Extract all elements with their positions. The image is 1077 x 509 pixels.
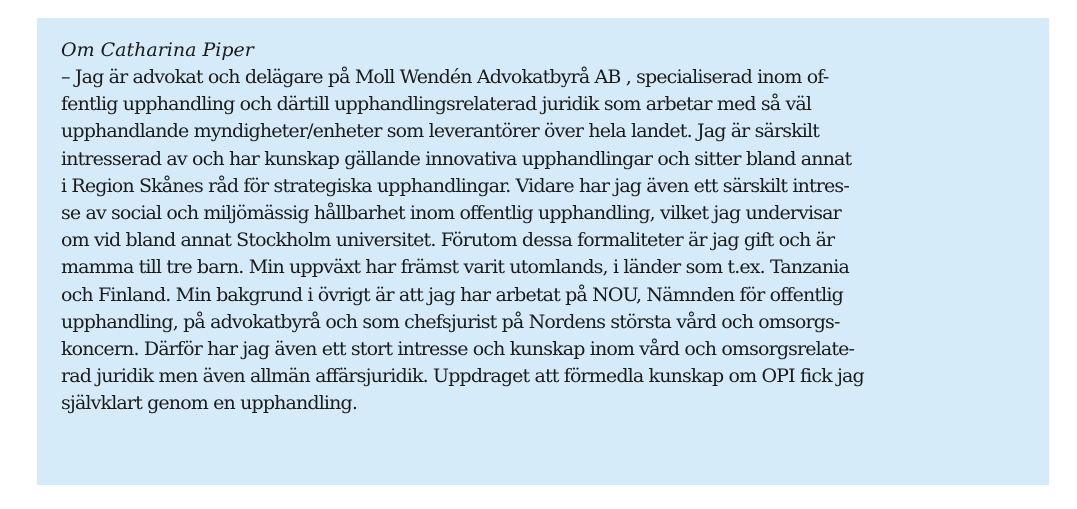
- text-line: om vid bland annat Stockholm universitet. Förutom dessa formaliteter är jag gift och är: [61, 229, 835, 252]
- text-line: självklart genom en upphandling.: [61, 392, 358, 415]
- box-title: Om Catharina Piper: [61, 39, 254, 61]
- text-line: – Jag är advokat och delägare på Moll Wendén Advokatbyrå AB , specialiserad inom of-: [61, 66, 829, 88]
- body-text: [61, 64, 864, 417]
- text-line: intresserad av och har kunskap gällande innovativa upphandlingar och sitter bland annat: [61, 147, 852, 170]
- text-line: se av social och miljömässig hållbarhet inom offentlig upphandling, vilket jag undervisar: [61, 201, 841, 224]
- text-line: rad juridik men även allmän affärsjuridik. Uppdraget att förmedla kunskap om OPI fick jag: [61, 365, 864, 388]
- text-line: och Finland. Min bakgrund i övrigt är att jag har arbetat på NOU, Nämnden för offentlig: [61, 283, 843, 306]
- text-line: koncern. Därför har jag även ett stort intresse och kunskap inom vård och omsorgsrelate-: [61, 337, 855, 360]
- text-line: i Region Skånes råd för strategiska upphandlingar. Vidare har jag även ett särskilt intres-: [61, 174, 849, 197]
- text-line: fentlig upphandling och därtill upphandlingsrelaterad juridik som arbetar med så väl: [61, 93, 812, 116]
- text-line: mamma till tre barn. Min uppväxt har främst varit utomlands, i länder som t.ex. Tanzania: [61, 256, 849, 279]
- text-line: upphandlande myndigheter/enheter som leverantörer över hela landet. Jag är särskilt: [61, 120, 820, 143]
- text-line: upphandling, på advokatbyrå och som chefsjurist på Nordens största vård och omsorgs-: [61, 310, 840, 333]
